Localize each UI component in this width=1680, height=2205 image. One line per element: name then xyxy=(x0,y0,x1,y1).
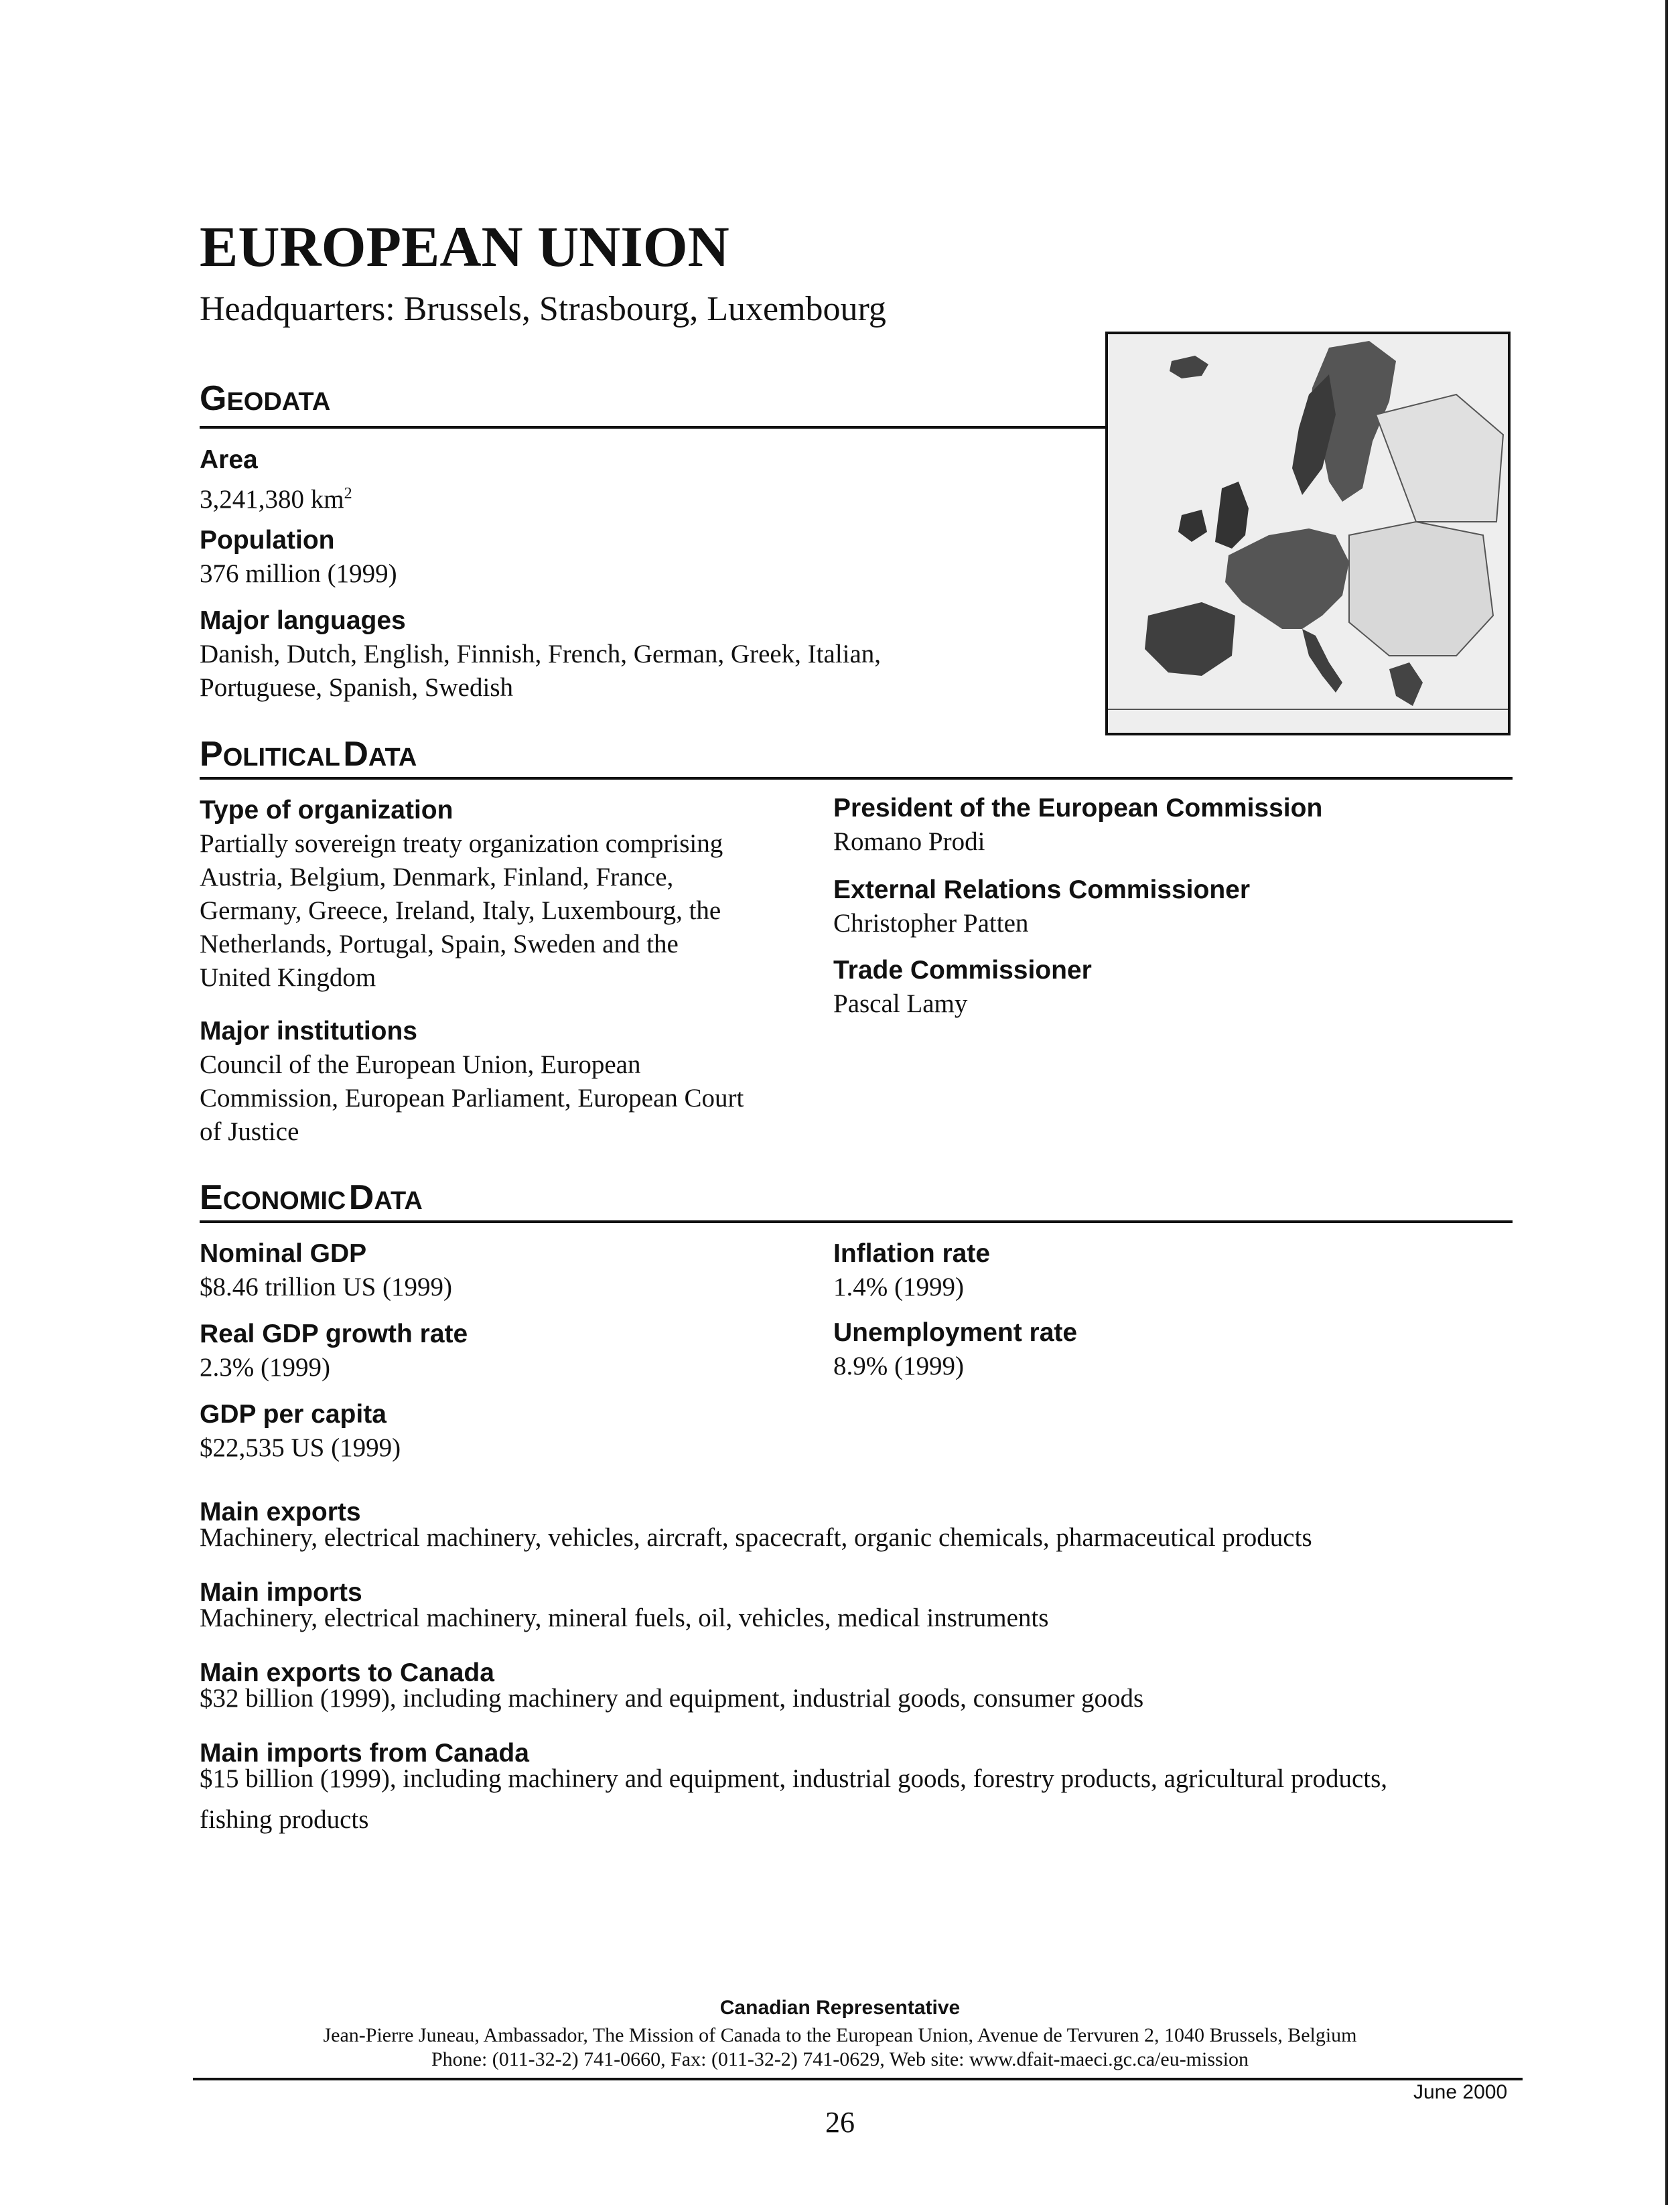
gdp-growth-value: 2.3% (1999) xyxy=(200,1353,330,1382)
inflation-value: 1.4% (1999) xyxy=(833,1273,964,1301)
nominal-gdp-label: Nominal GDP xyxy=(200,1239,367,1268)
geodata-heading xyxy=(200,378,330,419)
external-relations-label: External Relations Commissioner xyxy=(833,875,1251,904)
main-imports-label: Main imports xyxy=(200,1578,362,1607)
president-label: President of the European Commission xyxy=(833,794,1323,823)
gdp-per-capita-value: $22,535 US (1999) xyxy=(200,1433,401,1462)
trade-commissioner-value: Pascal Lamy xyxy=(833,989,968,1018)
footer-rule xyxy=(193,2078,1523,2080)
page-number: 26 xyxy=(825,2106,855,2139)
institutions-line: of Justice xyxy=(200,1117,299,1146)
europe-map-icon xyxy=(1108,334,1508,733)
president-value: Romano Prodi xyxy=(833,827,985,856)
economic-heading-initial-d: D xyxy=(348,1178,374,1217)
political-heading-olitical: OLITICAL xyxy=(222,743,340,772)
europe-map xyxy=(1105,332,1511,735)
population-label: Population xyxy=(200,526,335,555)
organization-type-line: Austria, Belgium, Denmark, Finland, France, xyxy=(200,863,674,892)
economic-rule xyxy=(200,1220,1513,1223)
institutions-label: Major institutions xyxy=(200,1017,417,1046)
institutions-line: Commission, European Parliament, European Court xyxy=(200,1084,744,1113)
geodata-heading-rest: EODATA xyxy=(226,388,331,416)
page-title: EUROPEAN UNION xyxy=(200,214,729,279)
page-edge-line xyxy=(1665,0,1668,2205)
exports-to-canada-label: Main exports to Canada xyxy=(200,1658,494,1687)
area-value xyxy=(200,477,352,516)
trade-commissioner-label: Trade Commissioner xyxy=(833,956,1092,985)
representative-heading: Canadian Representative xyxy=(719,1997,961,2019)
main-exports-label: Main exports xyxy=(200,1498,361,1526)
institutions-line: Council of the European Union, European xyxy=(200,1050,641,1079)
geodata-heading-initial: G xyxy=(200,379,227,418)
organization-type-line: United Kingdom xyxy=(200,963,376,992)
main-exports-value: Machinery, electrical machinery, vehicles, aircraft, spacecraft, organic chemicals, pharmaceutical products xyxy=(200,1523,1312,1552)
population-value: 376 million (1999) xyxy=(200,559,397,588)
main-imports-value: Machinery, electrical machinery, mineral fuels, oil, vehicles, medical instruments xyxy=(200,1604,1049,1632)
political-heading-ata: ATA xyxy=(368,743,417,772)
external-relations-value: Christopher Patten xyxy=(833,909,1029,938)
organization-type-label: Type of organization xyxy=(200,796,453,825)
imports-from-canada-line-1: $15 billion (1999), including machinery and equipment, industrial goods, forestry products, agricultural products, xyxy=(200,1764,1388,1793)
languages-line-1: Danish, Dutch, English, Finnish, French, German, Greek, Italian, xyxy=(200,640,882,668)
area-unit-superscript: 2 xyxy=(344,485,352,502)
exports-to-canada-value: $32 billion (1999), including machinery and equipment, industrial goods, consumer goods xyxy=(200,1684,1144,1713)
political-heading-initial-p: P xyxy=(200,735,223,774)
organization-type-line: Germany, Greece, Ireland, Italy, Luxembourg, the xyxy=(200,896,721,925)
political-heading xyxy=(200,734,417,774)
political-heading-initial-d: D xyxy=(343,735,368,774)
organization-type-line: Partially sovereign treaty organization comprising xyxy=(200,829,723,858)
languages-label: Major languages xyxy=(200,606,406,635)
economic-heading-conomic: CONOMIC xyxy=(222,1187,346,1215)
unemployment-value: 8.9% (1999) xyxy=(833,1352,964,1380)
unemployment-label: Unemployment rate xyxy=(833,1318,1078,1347)
gdp-growth-label: Real GDP growth rate xyxy=(200,1320,468,1348)
organization-type-line: Netherlands, Portugal, Spain, Sweden and the xyxy=(200,930,679,958)
political-rule xyxy=(200,777,1513,780)
economic-heading xyxy=(200,1178,423,1218)
imports-from-canada-line-2: fishing products xyxy=(200,1805,369,1834)
geodata-rule xyxy=(200,426,1107,429)
inflation-label: Inflation rate xyxy=(833,1239,991,1268)
representative-contact: Phone: (011-32-2) 741-0660, Fax: (011-32-2) 741-0629, Web site: www.dfait-maeci.gc.ca/eu-mission xyxy=(431,2048,1249,2070)
languages-line-2: Portuguese, Spanish, Swedish xyxy=(200,673,513,702)
gdp-per-capita-label: GDP per capita xyxy=(200,1400,387,1429)
publication-date: June 2000 xyxy=(1413,2081,1508,2103)
economic-heading-initial-e: E xyxy=(200,1178,223,1217)
page-subtitle: Headquarters: Brussels, Strasbourg, Luxembourg xyxy=(200,290,886,328)
area-number: 3,241,380 km xyxy=(200,485,344,514)
nominal-gdp-value: $8.46 trillion US (1999) xyxy=(200,1273,452,1301)
representative-address: Jean-Pierre Juneau, Ambassador, The Mission of Canada to the European Union, Avenue de Tervuren 2, 1040 Brussels, Belgium xyxy=(323,2024,1357,2046)
imports-from-canada-label: Main imports from Canada xyxy=(200,1739,529,1768)
economic-heading-ata: ATA xyxy=(374,1187,423,1215)
area-label: Area xyxy=(200,445,258,474)
